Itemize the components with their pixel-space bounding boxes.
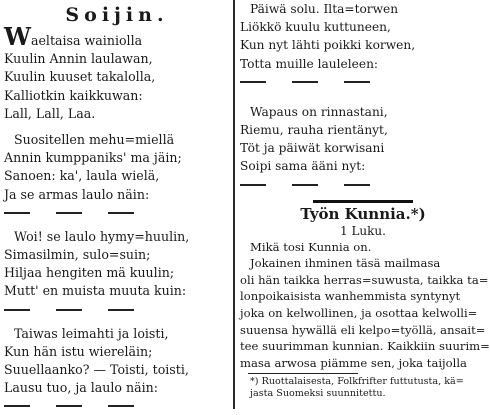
article-body: [240, 239, 490, 372]
right-column: [240, 0, 490, 400]
body-line: lonpoikaisista wanhemmista syntynyt: [240, 289, 461, 304]
stanza-5: [240, 0, 486, 73]
left-column: [4, 0, 230, 415]
article-heading: Työn Kunnia.*): [300, 204, 426, 223]
poem-line: Waeltaisa wainiolla: [4, 22, 143, 51]
poem-line: Hiljaa hengiten mä kuulin;: [4, 265, 175, 281]
poem-line: Lausu tuo, ja laulo näin:: [4, 380, 158, 396]
section-rule: [313, 200, 413, 203]
refrain-dashes: [240, 176, 486, 194]
poem-line: Annin kumppaniks' ma jäin;: [4, 150, 182, 166]
poem-line: Simasilmin, sulo=suin;: [4, 247, 151, 263]
poem-line: Liökkö kuulu kuttuneen,: [240, 20, 391, 35]
poem-line: Soipi sama ääni nyt:: [240, 159, 366, 174]
refrain-dashes: [240, 73, 486, 91]
poem-line: Kuulin kuuset takalolla,: [4, 69, 156, 85]
poem-line: Woi! se laulo hymy=huulin,: [14, 228, 190, 244]
poem-refrain: Lall, Lall, Laa.: [4, 105, 96, 121]
chapter-label: 1 Luku.: [340, 223, 386, 238]
poem-line: Wapaus on rinnastani,: [250, 104, 388, 119]
refrain-dashes: [4, 301, 230, 319]
stanza-2: [4, 131, 230, 204]
stanza-6: [240, 103, 486, 176]
poem-line: Kun hän istu wiereläin;: [4, 343, 153, 359]
body-line: suuensa hywällä eli kelpo=työllä, ansait=: [240, 322, 486, 337]
body-line: oli hän taikka herras=suwusta, taikka ta=: [240, 272, 489, 287]
stanza-1: [4, 22, 230, 123]
poem-title: Soijin.: [65, 4, 169, 26]
refrain-dashes: [4, 204, 230, 222]
poem-line: Töt ja päiwät korwisani: [240, 141, 385, 156]
stanza-3: [4, 228, 230, 301]
poem-line: Suuellaanko? — Toisti, toisti,: [4, 362, 189, 378]
poem-line: Kalliotkin kaikkuwan:: [4, 87, 143, 103]
footnote: [240, 376, 486, 400]
poem-line: Taiwas leimahti ja loisti,: [14, 325, 169, 341]
poem-line: Kuulin Annin laulawan,: [4, 51, 153, 67]
poem-line: Päiwä solu. Ilta=torwen: [250, 2, 399, 16]
footnote-line: *) Ruottalaisesta, Folkfrifter futtutusta, kä=: [250, 376, 464, 388]
stanza-4: [4, 325, 230, 398]
poem-line: Mutt' en muista muuta kuin:: [4, 283, 187, 299]
poem-line: Sanoen: ka', laula wielä,: [4, 168, 160, 184]
body-line: masa arwosa piämme sen, joka taijolla: [240, 355, 467, 370]
poem-line: Suositellen mehu=miellä: [14, 132, 175, 148]
footnote-line: jasta Suomeksi suunnitettu.: [250, 388, 386, 400]
section-title: Mikä tosi Kunnia on.: [250, 239, 372, 254]
body-line: tee suurimman kunnian. Kaikkiin suurim=: [240, 339, 490, 354]
refrain-dashes: [4, 397, 230, 415]
footnote-rule: [248, 373, 358, 374]
body-line: joka on kelwollinen, ja osottaa kelwolli=: [240, 306, 478, 320]
body-line: Jokainen ihminen täsä mailmasa: [250, 256, 441, 271]
column-divider: [233, 0, 235, 409]
poem-line: Riemu, rauha rientänyt,: [240, 123, 388, 138]
poem-line: Kun nyt lähti poikki korwen,: [240, 38, 416, 53]
poem-line: Ja se armas laulo näin:: [4, 186, 150, 202]
poem-line: Totta muille lauleleen:: [240, 56, 379, 71]
